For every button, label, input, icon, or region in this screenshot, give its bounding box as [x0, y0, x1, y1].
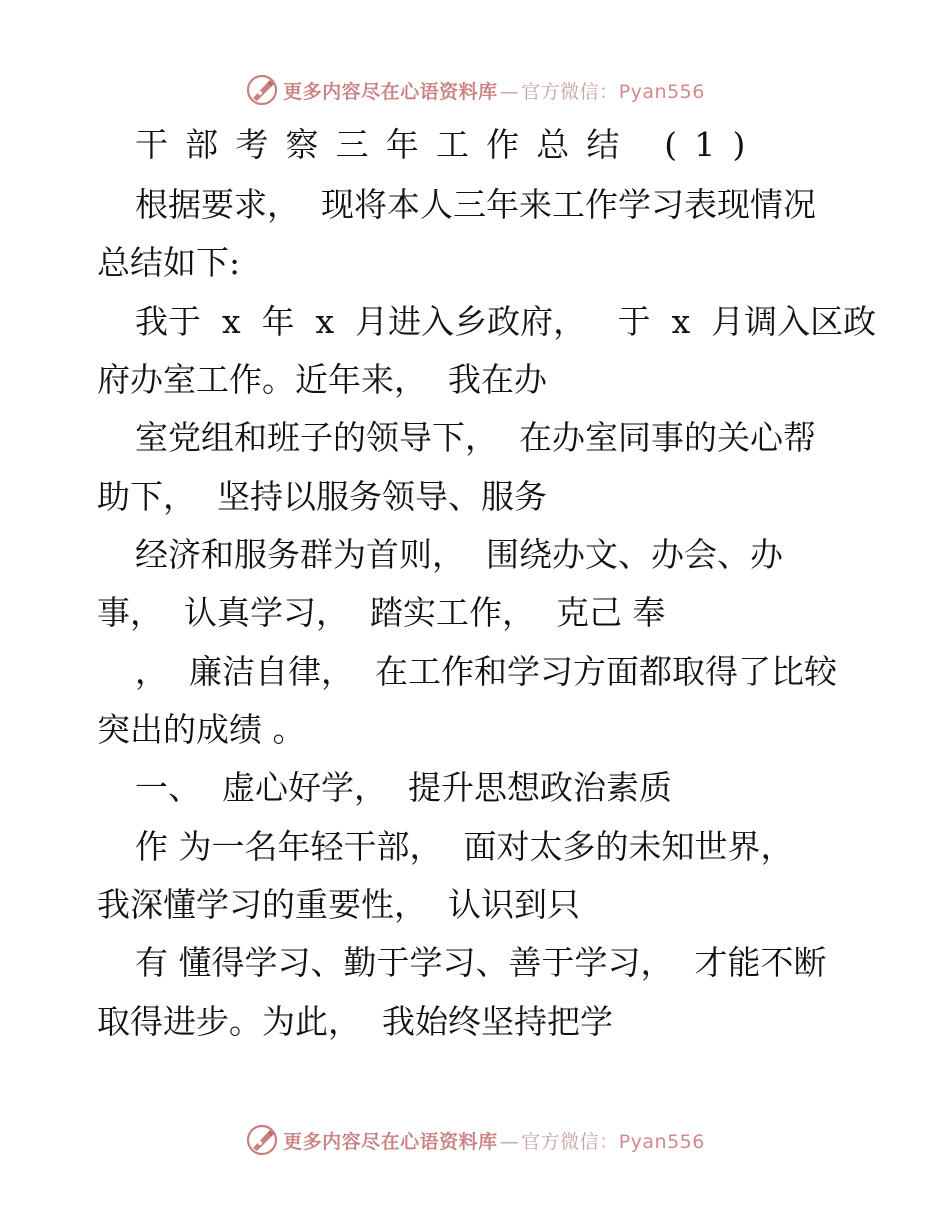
header-banner [0, 70, 950, 110]
banner-separator: — [499, 1130, 520, 1153]
text-line: 作 为一名年轻干部， 面对太多的未知世界， [135, 827, 794, 866]
document-title: 干部考察三年工作总结 (1) [135, 125, 763, 164]
banner-wechat-id: Pyan556 [618, 80, 705, 103]
text-line: 总结如下: [97, 243, 241, 282]
text-line: 经济和服务群为首则， 围绕办文、办会、办 [135, 535, 783, 574]
banner-wechat-label: 官方微信： [521, 1130, 619, 1153]
banner-wechat-id: Pyan556 [618, 1130, 705, 1153]
text-line: ， 廉洁自律， 在工作和学习方面都取得了比较 [135, 652, 837, 691]
banner-prefix: 更多内容尽在心语资料库 [283, 80, 498, 103]
text-line: 事， 认真学习， 踏实工作， 克己 奉 [97, 593, 666, 632]
section-heading: 一、 虚心好学， 提升思想政治素质 [135, 768, 672, 807]
pen-logo-icon [245, 73, 279, 107]
text-line: 根据要求， 现将本人三年来工作学习表现情况 [135, 185, 816, 224]
text-line: 室党组和班子的领导下， 在办室同事的关心帮 [135, 418, 816, 457]
text-line: 有 懂得学习、勤于学习、善于学习， 才能不断 [135, 943, 827, 982]
text-line: 我深懂学习的重要性， 认识到只 [97, 885, 580, 924]
banner-prefix: 更多内容尽在心语资料库 [283, 1130, 498, 1153]
text-line: 助下， 坚持以服务领导、服务 [97, 477, 547, 516]
text-line: 我于 x 年 x 月进入乡政府， 于 x 月调入区政 [135, 302, 877, 341]
text-line: 府办室工作。近年来， 我在办 [97, 360, 547, 399]
banner-text [283, 1127, 705, 1154]
footer-banner [0, 1120, 950, 1160]
banner-text [283, 77, 705, 104]
pen-logo-icon [245, 1123, 279, 1157]
text-line: 取得进步。为此， 我始终坚持把学 [97, 1002, 613, 1041]
banner-separator: — [499, 80, 520, 103]
banner-wechat-label: 官方微信： [521, 80, 619, 103]
text-line: 突出的成绩 。 [97, 710, 306, 749]
